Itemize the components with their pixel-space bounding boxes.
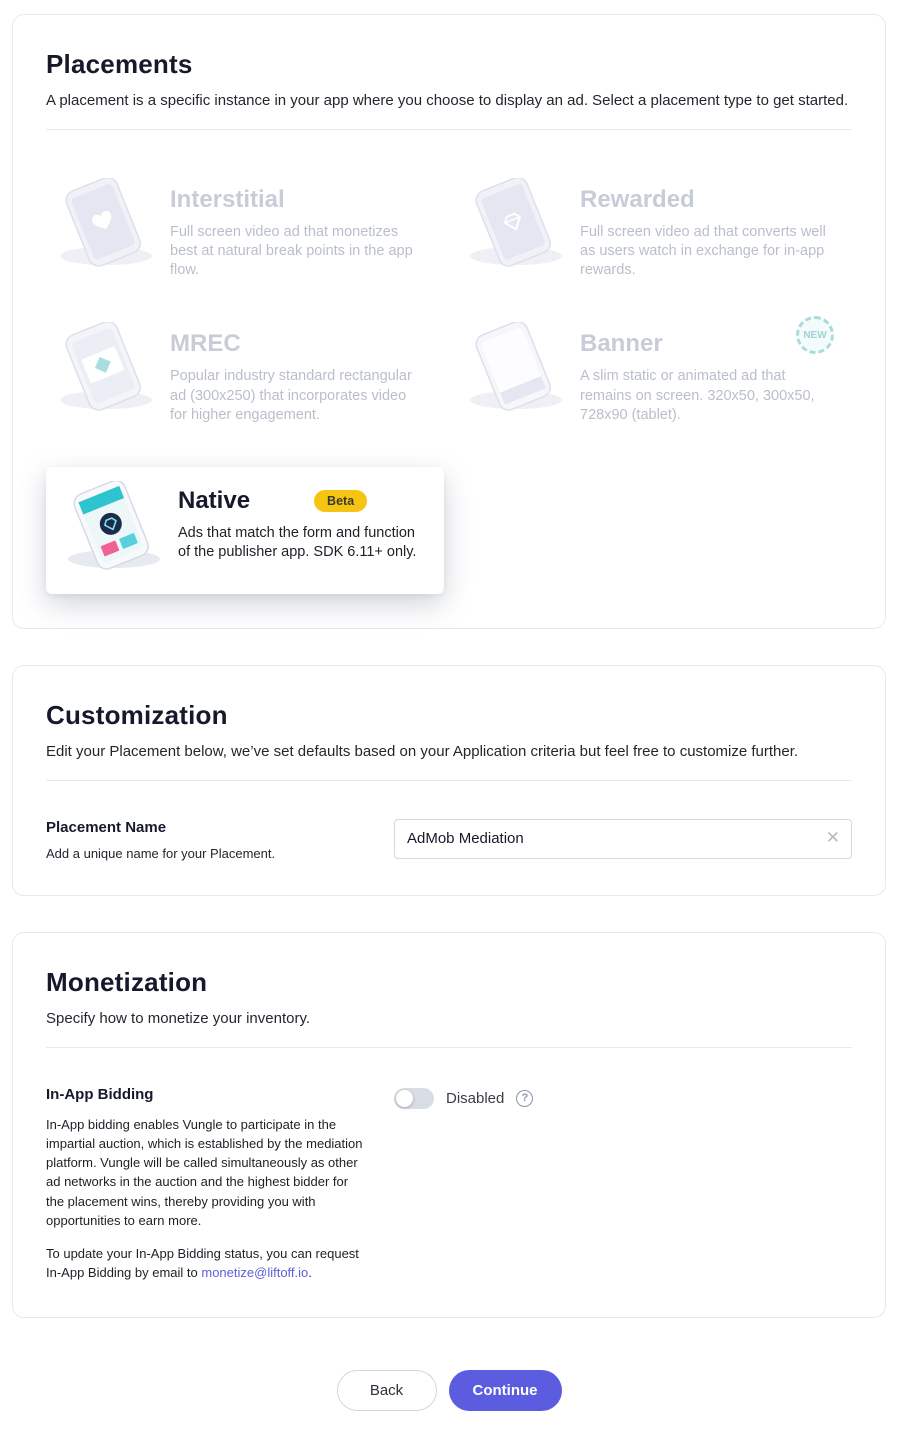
rewarded-phone-icon (456, 178, 574, 275)
monetization-card (12, 932, 886, 1318)
mrec-title: MREC (170, 330, 241, 358)
banner-phone-icon (456, 322, 574, 419)
native-phone-icon (54, 481, 172, 578)
clear-input-icon[interactable]: ✕ (825, 827, 840, 847)
banner-description: A slim static or animated ad that remains on screen. 320x50, 300x50, 728x90 (tablet). (580, 368, 815, 423)
monetization-subtitle: Specify how to monetize your inventory. (46, 1009, 311, 1027)
interstitial-description: Full screen video ad that monetizes best at natural break points in the app flow. (170, 224, 413, 279)
placements-card (12, 14, 886, 629)
banner-new-badge: NEW (796, 316, 834, 354)
placement-type-banner[interactable] (456, 322, 852, 424)
native-title: Native (178, 486, 251, 514)
footer-actions (0, 1354, 898, 1441)
in-app-bidding-request: To update your In-App Bidding status, you can request In-App Bidding by email to monetize@liftoff.io. (46, 1246, 359, 1281)
placement-name-row (46, 819, 852, 861)
placement-type-interstitial[interactable] (46, 178, 442, 280)
divider (46, 1047, 852, 1048)
back-button[interactable]: Back (337, 1370, 437, 1411)
placements-title: Placements (46, 49, 193, 79)
interstitial-phone-icon (46, 178, 164, 275)
native-description: Ads that match the form and function of the publisher app. SDK 6.11+ only. (178, 524, 417, 560)
divider (46, 129, 852, 130)
placement-name-helper: Add a unique name for your Placement. (46, 845, 276, 861)
divider (46, 780, 852, 781)
help-icon[interactable]: ? (516, 1090, 533, 1107)
continue-button[interactable]: Continue (449, 1370, 562, 1411)
in-app-bidding-description: In-App bidding enables Vungle to participate in the impartial auction, which is established by the mediation platform. Vungle will be called simultaneously as other ad networks in the auction and the highest bidder for the placement wins, thereby providing you with opportunities to earn more. (46, 1116, 363, 1228)
monetize-email-link[interactable]: monetize@liftoff.io (201, 1265, 309, 1281)
rewarded-description: Full screen video ad that converts well as users watch in exchange for in-app rewards. (580, 224, 826, 279)
in-app-bidding-toggle[interactable] (394, 1088, 434, 1109)
rewarded-title: Rewarded (580, 186, 695, 213)
monetization-title: Monetization (46, 966, 208, 997)
placement-type-native[interactable] (46, 467, 444, 594)
placements-subtitle: A placement is a specific instance in your app where you choose to display an ad. Select a placement type to get started. (46, 92, 849, 109)
placement-type-mrec[interactable] (46, 322, 442, 424)
customization-title: Customization (46, 699, 228, 730)
customization-card (12, 665, 886, 896)
placement-name-label: Placement Name (46, 818, 167, 836)
placement-type-rewarded[interactable] (456, 178, 852, 280)
banner-title: Banner (580, 330, 663, 358)
toggle-knob (396, 1090, 413, 1107)
placement-name-input[interactable] (394, 819, 852, 859)
mrec-description: Popular industry standard rectangular ad (300x250) that incorporates video for higher engagement. (170, 368, 412, 423)
mrec-phone-icon (46, 322, 164, 419)
in-app-bidding-label: In-App Bidding (46, 1085, 154, 1103)
placement-type-grid (46, 178, 852, 425)
in-app-bidding-row (46, 1086, 852, 1283)
in-app-bidding-status: Disabled (446, 1089, 505, 1107)
native-beta-badge: Beta (314, 490, 367, 512)
customization-subtitle: Edit your Placement below, we’ve set defaults based on your Application criteria but feel free to customize further. (46, 742, 799, 760)
interstitial-title: Interstitial (170, 186, 285, 213)
